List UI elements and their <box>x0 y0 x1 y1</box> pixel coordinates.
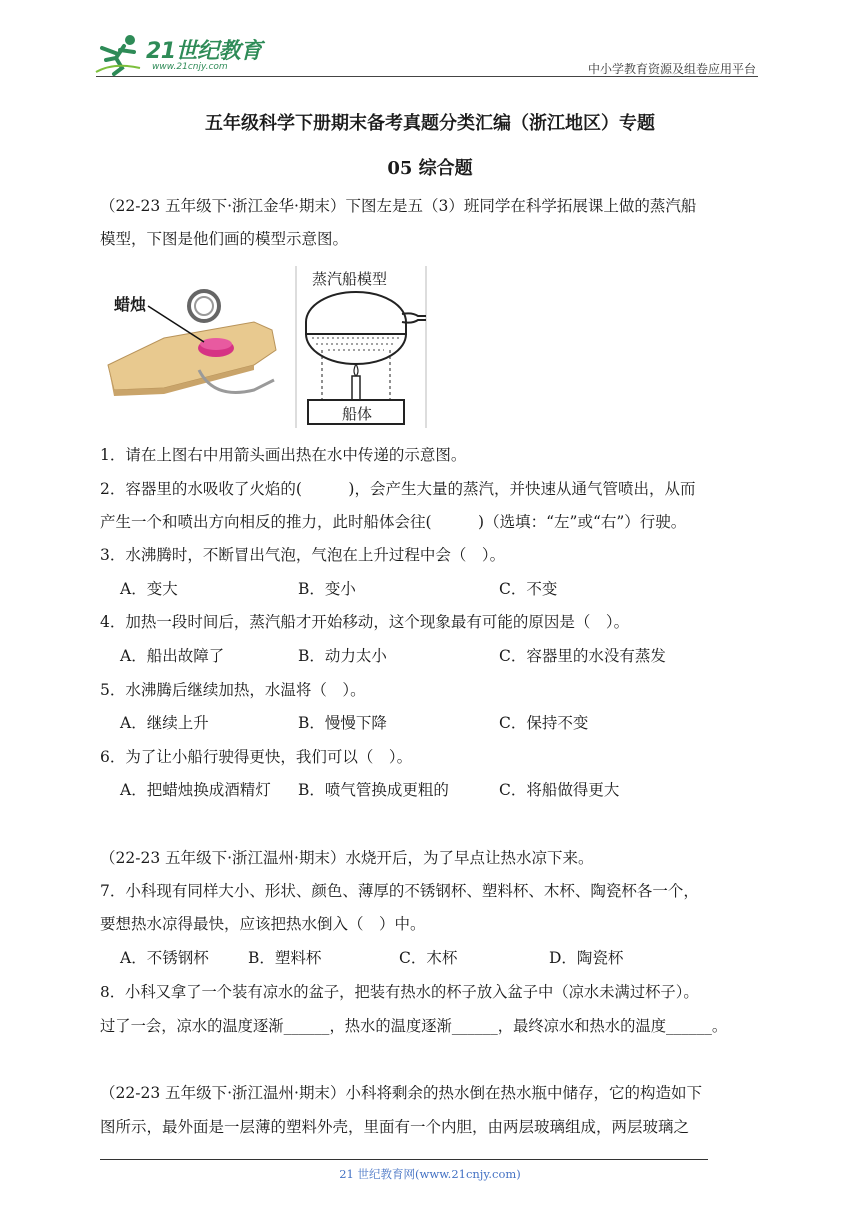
q7-option-b: B．塑料杯 <box>248 949 322 967</box>
page-title: 五年级科学下册期末备考真题分类汇编（浙江地区）专题 <box>205 113 655 134</box>
q5-option-b: B．慢慢下降 <box>298 714 387 732</box>
question-7-line2: 要想热水凉得最快，应该把热水倒入（ ）中。 <box>100 915 426 933</box>
header-platform-text: 中小学教育资源及组卷应用平台 <box>587 62 756 76</box>
q4-option-a: A．船出故障了 <box>120 647 225 665</box>
question-2-line2: 产生一个和喷出方向相反的推力，此时船体会往( )（选填：“左”或“右”）行驶。 <box>100 513 687 531</box>
question-1: 1．请在上图右中用箭头画出热在水中传递的示意图。 <box>100 446 467 464</box>
q3-option-c: C．不变 <box>499 580 558 598</box>
q6-option-c: C．将船做得更大 <box>499 781 620 799</box>
candle-label: 蜡烛 <box>114 295 147 314</box>
diagram-hull-label: 船体 <box>342 405 373 423</box>
footer-divider <box>100 1159 708 1160</box>
q5-option-c: C．保持不变 <box>499 714 589 732</box>
header-divider <box>96 76 758 77</box>
section1-intro-line2: 模型，下图是他们画的模型示意图。 <box>100 230 349 248</box>
question-2-line1: 2．容器里的水吸收了火焰的( )，会产生大量的蒸汽，并快速从通气管喷出，从而 <box>100 480 696 498</box>
q6-option-b: B．喷气管换成更粗的 <box>298 781 449 799</box>
section2-intro: （22-23 五年级下·浙江温州·期末）水烧开后，为了早点让热水凉下来。 <box>100 849 594 867</box>
question-3: 3．水沸腾时，不断冒出气泡，气泡在上升过程中会（ ）。 <box>100 546 506 564</box>
section3-intro-line2: 图所示，最外面是一层薄的塑料外壳，里面有一个内胆，由两层玻璃组成，两层玻璃之 <box>100 1118 690 1136</box>
q7-option-a: A．不锈钢杯 <box>120 949 209 967</box>
steamboat-photo-drawing <box>104 270 294 410</box>
logo-text: 21世纪教育 <box>146 39 262 64</box>
q7-option-c: C．木杯 <box>399 949 458 967</box>
question-8-line1: 8．小科又拿了一个装有凉水的盆子，把装有热水的杯子放入盆子中（凉水未满过杯子）。 <box>100 983 699 1001</box>
q4-option-b: B．动力太小 <box>298 647 387 665</box>
q6-option-a: A．把蜡烛换成酒精灯 <box>120 781 271 799</box>
page-subtitle: 05 综合题 <box>387 158 473 179</box>
runner-logo-icon <box>94 32 146 76</box>
section1-intro-line1: （22-23 五年级下·浙江金华·期末）下图左是五（3）班同学在科学拓展课上做的蒸汽船 <box>100 197 697 215</box>
section3-intro-line1: （22-23 五年级下·浙江温州·期末）小科将剩余的热水倒在热水瓶中储存，它的构造如下 <box>100 1084 702 1102</box>
steamboat-photo <box>104 270 294 410</box>
q4-option-c: C．容器里的水没有蒸发 <box>499 647 666 665</box>
q5-option-a: A．继续上升 <box>120 714 209 732</box>
question-4: 4．加热一段时间后，蒸汽船才开始移动，这个现象最有可能的原因是（ ）。 <box>100 613 630 631</box>
question-6: 6．为了让小船行驶得更快，我们可以（ ）。 <box>100 748 413 766</box>
question-5: 5．水沸腾后继续加热，水温将（ ）。 <box>100 681 366 699</box>
q3-option-b: B．变小 <box>298 580 356 598</box>
question-8-line2: 过了一会，凉水的温度逐渐______，热水的温度逐渐______，最终凉水和热水的温度______。 <box>100 1017 728 1035</box>
q3-option-a: A．变大 <box>120 580 178 598</box>
diagram-title: 蒸汽船模型 <box>312 270 388 288</box>
steamboat-diagram <box>294 262 428 430</box>
q7-option-d: D．陶瓷杯 <box>549 949 624 967</box>
footer-text: 21 世纪教育网(www.21cnjy.com) <box>339 1167 521 1181</box>
site-logo <box>94 32 264 76</box>
logo-url: www.21cnjy.com <box>152 62 228 72</box>
question-7-line1: 7．小科现有同样大小、形状、颜色、薄厚的不锈钢杯、塑料杯、木杯、陶瓷杯各一个， <box>100 882 699 900</box>
